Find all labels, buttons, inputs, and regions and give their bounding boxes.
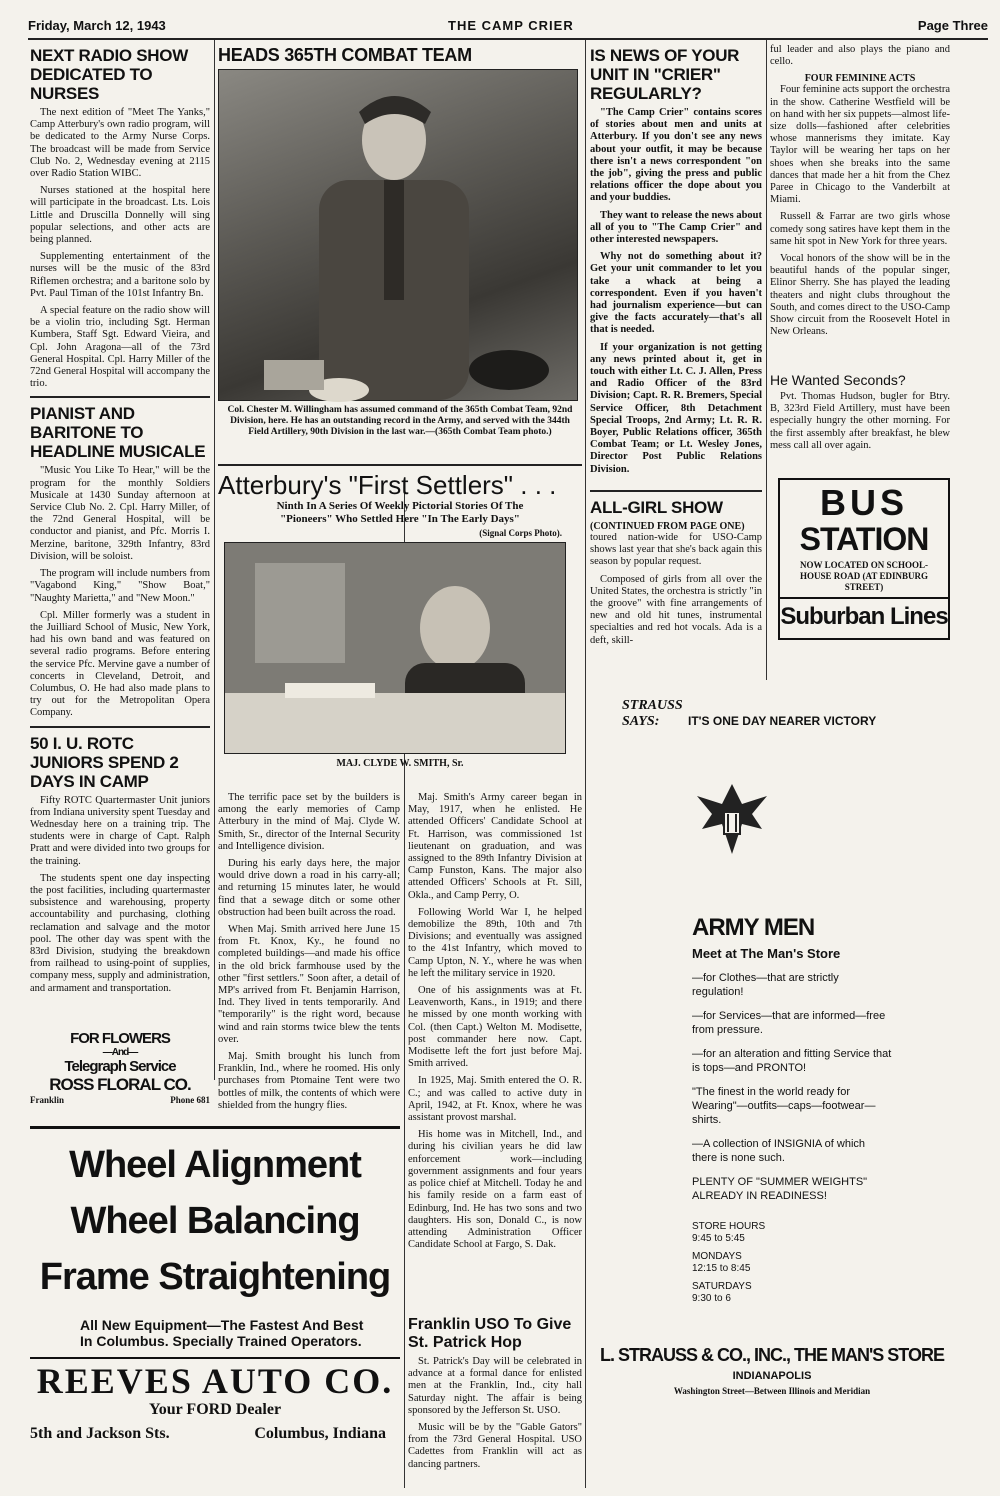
reeves-address: 5th and Jackson Sts. (30, 1425, 170, 1442)
pianist-article (30, 404, 210, 719)
allgirl-paragraph: toured nation-wide for USO-Camp shows last year that she's back again this season by popular request. (590, 532, 762, 568)
combat-team-article (218, 44, 582, 464)
settlers-column-a (218, 792, 400, 1111)
crier-paragraph: If your organization is not getting any news printed about it, get in touch with either Lt. C. J. Allen, Press and Radio Officer of the 83rd Division; Capt. R. R. Bremers, Special Service Officer, 8th Detachment Special Troops, 2nd Army; Lt. R. R. Boyer, Public Relations officer, 365th Combat Team; or Lt. Wesley Jones, Director Post Public Relations Division. (590, 341, 762, 475)
store-hours-value: 9:45 to 5:45 (692, 1233, 745, 1244)
pianist-paragraph: Cpl. Miller formerly was a student in the Juilliard School of Music, New York, had his own band and was featured on several radio programs. Before entering the service Pfc. Mervine gave a number of concerts in Cleveland, Detroit, and Columbus, O. He had also made plans to try out for the Metropolitan Opera Company. (30, 609, 210, 719)
paper-name: THE CAMP CRIER (448, 18, 574, 33)
ross-floral-ad (30, 1030, 210, 1110)
settlers-headline: Atterbury's "First Settlers" . . . (218, 470, 557, 500)
franklin-uso-article (408, 1316, 582, 1488)
strauss-says: SAYS: (622, 714, 660, 729)
franklin-paragraph: St. Patrick's Day will be celebrated in advance at a formal dance for enlisted men at the Franklin, Ind., city hall Saturday night. The affair is being sponsored by the Jefferson St. USO. (408, 1356, 582, 1416)
seconds-article (770, 370, 950, 470)
smith-photo-caption: MAJ. CLYDE W. SMITH, Sr. (336, 758, 464, 769)
radio-article (30, 46, 210, 390)
radio-paragraph: Nurses stationed at the hospital here will participate in the broadcast. Lts. Lois Little and Druscilla Donnelly will sing popular selections, and other acts are being planned. (30, 185, 210, 246)
strauss-item: "The finest in the world ready for Wearing"—outfits—caps—footwear—shirts. (692, 1086, 876, 1126)
floral-phone: Phone 681 (170, 1095, 210, 1105)
bus-title: BUS (819, 482, 908, 523)
settlers-subhead: Ninth In A Series Of Weekly Pictorial Stories Of The (276, 500, 524, 512)
page-number: Page Three (917, 18, 988, 33)
crier-paragraph: Why not do something about it? Get your unit commander to let you take a whack at being a correspondent. Even if you haven't had journalism experience—but can give the facts accurately—that's all that is needed. (590, 251, 762, 336)
strauss-ad (592, 698, 952, 1458)
floral-town: Franklin (30, 1095, 65, 1105)
strauss-says: STRAUSS (622, 698, 683, 713)
pianist-paragraph: The program will include numbers from "Vagabond King," "Show Boat," "Naughty Marietta," and "New Moon." (30, 568, 210, 604)
rotc-paragraph: The students spent one day inspecting the post facilities, including quartermaster subsistence and warehousing, property accountability and purchasing, clothing reclamation and salvage and the motor pool. The other day was spent with the 83rd Division, studying the breakdown from railhead to using-point of supplies, company mess, supply and administration, and armament and transportation. (30, 872, 210, 994)
allgirl-paragraph: Russell & Farrar are two girls whose comedy song satires have kept them in the same hit spot in New York for three years. (770, 211, 950, 247)
settlers-paragraph: When Maj. Smith arrived here June 15 from Ft. Knox, Ky., he found no completed buildings—and made his office in the old brick farmhouse used by the other "first settlers." Soon after, a detail of MP's arrived from Ft. Benjamin Harrison, Ind. They lived in tents temporarily. And "temporarily" is the right word, because wind and rain storms twice blew the tents over. (218, 924, 400, 1045)
allgirl-headline: ALL-GIRL SHOW (590, 498, 723, 517)
column-rule (585, 40, 586, 1488)
floral-name: ROSS FLORAL CO. (49, 1075, 191, 1094)
reeves-auto-ad (30, 1126, 400, 1491)
floral-line: FOR FLOWERS (70, 1030, 170, 1047)
floral-line: —And— (102, 1047, 138, 1058)
smith-photo (224, 542, 566, 754)
settlers-paragraph: The terrific pace set by the builders is among the early memories of Camp Atterbury in the mind of Maj. Clyde W. Smith, Sr., director of the Internal Security and Intelligence division. (218, 792, 400, 852)
masthead (28, 12, 988, 40)
strauss-slogan: IT'S ONE DAY NEARER VICTORY (688, 714, 877, 728)
reeves-service: Wheel Balancing (70, 1200, 360, 1242)
eagle-emblem-icon (692, 774, 772, 864)
franklin-paragraph: Music will be by the "Gable Gators" from the 73rd General Hospital. USO Cadettes from Franklin will act as dancing partners. (408, 1422, 582, 1470)
settlers-paragraph: One of his assignments was at Ft. Leavenworth, Kans., in 1919; and there he missed by one month working with Col. (then Capt.) Welton M. Modisette, post commander here now. Capt. Modisette left the fort just before Maj. Smith arrived. (408, 985, 582, 1070)
strauss-city: INDIANAPOLIS (732, 1370, 812, 1382)
divider (30, 1357, 400, 1359)
seconds-headline: He Wanted Seconds? (770, 372, 906, 388)
store-hours-label: MONDAYS (692, 1251, 742, 1262)
column-rule (214, 40, 215, 1080)
crier-headline: IS NEWS OF YOUR UNIT IN "CRIER" REGULARLY? (590, 46, 740, 103)
strauss-army-men: ARMY MEN (692, 914, 815, 941)
rotc-article (30, 734, 210, 995)
divider (30, 396, 210, 398)
bus-title: STATION (799, 521, 929, 557)
crier-paragraph: They want to release the news about all of you to "The Camp Crier" and other interested newspapers. (590, 209, 762, 246)
crier-paragraph: "The Camp Crier" contains scores of stories about men and units at Atterbury. If you don't see any news about your outfit, it may be because there isn't a news correspondent "on the job", giving the press and public relations officer the dope about you and your buddies. (590, 107, 762, 204)
seconds-paragraph: Pvt. Thomas Hudson, bugler for Btry. B, 323rd Field Artillery, must have been especially hungry the other morning. For the first assembly after breakfast, he blew mess call all over again. (770, 391, 950, 451)
reeves-city: Columbus, Indiana (254, 1425, 386, 1442)
allgirl-continued: (CONTINUED FROM PAGE ONE) (590, 521, 745, 532)
divider (218, 464, 582, 466)
combat-caption: Col. Chester M. Willingham has assumed command of the 365th Combat Team, 92nd Division, here. He has an outstanding record in the Army, and served with the 344th Field Artillery, 90th Division in the last war.—(365th Combat Team photo.) (227, 405, 573, 437)
divider (590, 490, 762, 492)
reeves-name: REEVES AUTO CO. (36, 1361, 394, 1401)
column-rule (766, 40, 767, 680)
pianist-paragraph: "Music You Like To Hear," will be the program for the monthly Soldiers Musicale at 1430 Sunday afternoon at Service Club No. 2. Cpl. Harry Miller, of the 72nd General Hospital, will be conductor and pianist, and Pfc. Morris I. Merzine, baritone, 329th Infantry, 83rd Division, will be soloist. (30, 465, 210, 562)
bus-station-ad (778, 478, 950, 640)
issue-date: Friday, March 12, 1943 (28, 18, 166, 33)
franklin-headline: Franklin USO To Give St. Patrick Hop (408, 1316, 572, 1351)
reeves-service: Frame Straightening (39, 1256, 391, 1298)
reeves-service: Wheel Alignment (69, 1144, 361, 1186)
strauss-meet: Meet at The Man's Store (692, 946, 841, 961)
strauss-item: —A collection of INSIGNIA of which there is none such. (692, 1138, 866, 1164)
all-girl-show-article (590, 496, 762, 646)
store-hours-label: SATURDAYS (692, 1281, 752, 1292)
willingham-photo (218, 69, 578, 401)
strauss-item: —for Services—that are informed—free from pressure. (692, 1010, 886, 1036)
strauss-street: Washington Street—Between Illinois and Meridian (673, 1386, 871, 1396)
radio-paragraph: The next edition of "Meet The Yanks," Camp Atterbury's own radio program, will be dedicated to the Army Nurse Corps. The broadcast will be made from Service Club No. 2, Wednesday evening at 2115 over Radio Station WIBC. (30, 107, 210, 180)
allgirl-paragraph: Composed of girls from all over the United States, the orchestra is strictly "in the groove" with fine arrangements of new and old hit tunes, instrumental specialties and red hot vocals. Ada is a deft, skill- (590, 573, 762, 646)
allgirl-paragraph: Four feminine acts support the orchestra in the show. Catherine Westfield will be on hand with her six puppets—almost life-size dolls—fashioned after celebrities whose mannerisms they imitate. Kay Taylor will be wearing her taps on her shoes when she breaks into the same dances that made her a hit from the Chez Paree in Chicago to the Vanderbilt at Miami. (770, 84, 950, 206)
strauss-item: PLENTY OF "SUMMER WEIGHTS" ALREADY IN READINESS! (692, 1176, 868, 1202)
settlers-subhead: "Pioneers" Who Settled Here "In The Early Days" (280, 513, 520, 525)
strauss-store-name: L. STRAUSS & CO., INC., THE MAN'S STORE (600, 1345, 944, 1365)
crier-article (590, 44, 762, 490)
store-hours-label: STORE HOURS (692, 1221, 766, 1232)
strauss-item: —for Clothes—that are strictly regulation! (692, 972, 839, 998)
photo-credit: (Signal Corps Photo). (479, 528, 562, 538)
bus-lines: Suburban Lines (780, 597, 948, 631)
settlers-paragraph: Maj. Smith brought his lunch from Franklin, Ind., where he roomed. His only purchases from Ptomaine Tent were two bottles of milk, the contents of which were shielded from the hungry flies. (218, 1051, 400, 1111)
floral-line: Telegraph Service (64, 1058, 176, 1075)
combat-headline: HEADS 365TH COMBAT TEAM (218, 45, 472, 65)
settlers-paragraph: In 1925, Maj. Smith entered the O. R. C.; and was called to active duty in April, 1942, at Ft. Knox, where he was assistant provost marshal. (408, 1075, 582, 1124)
pianist-headline: PIANIST AND BARITONE TO HEADLINE MUSICALE (30, 404, 206, 462)
desk-illustration (225, 543, 565, 753)
portrait-illustration (219, 70, 577, 400)
allgirl-paragraph: Vocal honors of the show will be in the beautiful hands of the popular singer, Elinor Sherry. She has played the leading theaters and night clubs throughout the South, and comes direct to the USO-Camp Show circuit from the Roosevelt Hotel in New Orleans. (770, 253, 950, 338)
reeves-dealer: Your FORD Dealer (148, 1401, 282, 1418)
store-hours-value: 12:15 to 8:45 (692, 1263, 751, 1274)
column-1 (30, 44, 210, 1044)
settlers-paragraph: During his early days here, the major would drive down a road in his carry-all; and returning 15 minutes later, he would find that a sewage ditch or some other obstruction had been built across the road. (218, 858, 400, 918)
bus-location: NOW LOCATED ON SCHOOL-HOUSE ROAD (AT EDINBURG STREET) (800, 560, 928, 592)
settlers-paragraph: Following World War I, he helped demobilize the 89th, 10th and 7th Divisions; and eventually was assigned to the 41st Infantry, which moved to Camp Upton, N. Y., where he was when he left the military service in 1920. (408, 906, 582, 979)
settlers-paragraph: His home was in Mitchell, Ind., and during his civilian years he did law enforcement work—including government assignments and four years as police chief at Mitchell. Today he and his family reside on a farm east of Edinburg, Ind. He has two sons and two daughters. His son, Donald C., is now attending Administration Officer Candidate School at Fargo, S. Dak. (408, 1129, 582, 1251)
settlers-paragraph: Maj. Smith's Army career began in May, 1917, when he enlisted. He attended Officers' Candidate School at Ft. Harrison, was commissioned 1st lieutenant on graduation, and was assigned to the 89th Infantry Division at Camp Funston, Kans. The major also attended Officers' Schools at Ft. Sill, Okla., and Camp Perry, O. (408, 792, 582, 901)
settlers-column-b (408, 792, 582, 1312)
radio-headline: NEXT RADIO SHOW DEDICATED TO NURSES (30, 46, 188, 103)
radio-paragraph: Supplementing entertainment of the nurses will be the music of the 83rd Riflemen orchestra; and a baritone solo by Pvt. Paul Timan of the 101st Infantry Bn. (30, 251, 210, 299)
rotc-headline: 50 I. U. ROTC JUNIORS SPEND 2 DAYS IN CAMP (30, 733, 179, 791)
store-hours-value: 9:30 to 6 (692, 1293, 731, 1304)
reeves-tagline: All New Equipment—The Fastest And Best In Columbus. Specially Trained Operators. (80, 1317, 364, 1349)
radio-paragraph: A special feature on the radio show will be a violin trio, including Sgt. Herman Kumbera, Staff Sgt. Edward Vieira, and Cpl. John Aragona—all of the 73rd General Hospital. Cpl. Harry Miller of the 72nd General Hospital will accompany the trio. (30, 305, 210, 390)
allgirl-paragraph: ful leader and also plays the piano and cello. (770, 44, 950, 68)
divider (30, 726, 210, 728)
rotc-paragraph: Fifty ROTC Quartermaster Unit juniors from Indiana university spent Tuesday and Wednesday here on a training trip. The students were in charge of Capt. Ralph Pratt and were divided into two groups for the training. (30, 794, 210, 867)
allgirl-subhead: FOUR FEMININE ACTS (804, 73, 916, 85)
strauss-item: —for an alteration and fitting Service that is tops—and PRONTO! (692, 1048, 892, 1074)
settlers-feature (218, 470, 582, 790)
